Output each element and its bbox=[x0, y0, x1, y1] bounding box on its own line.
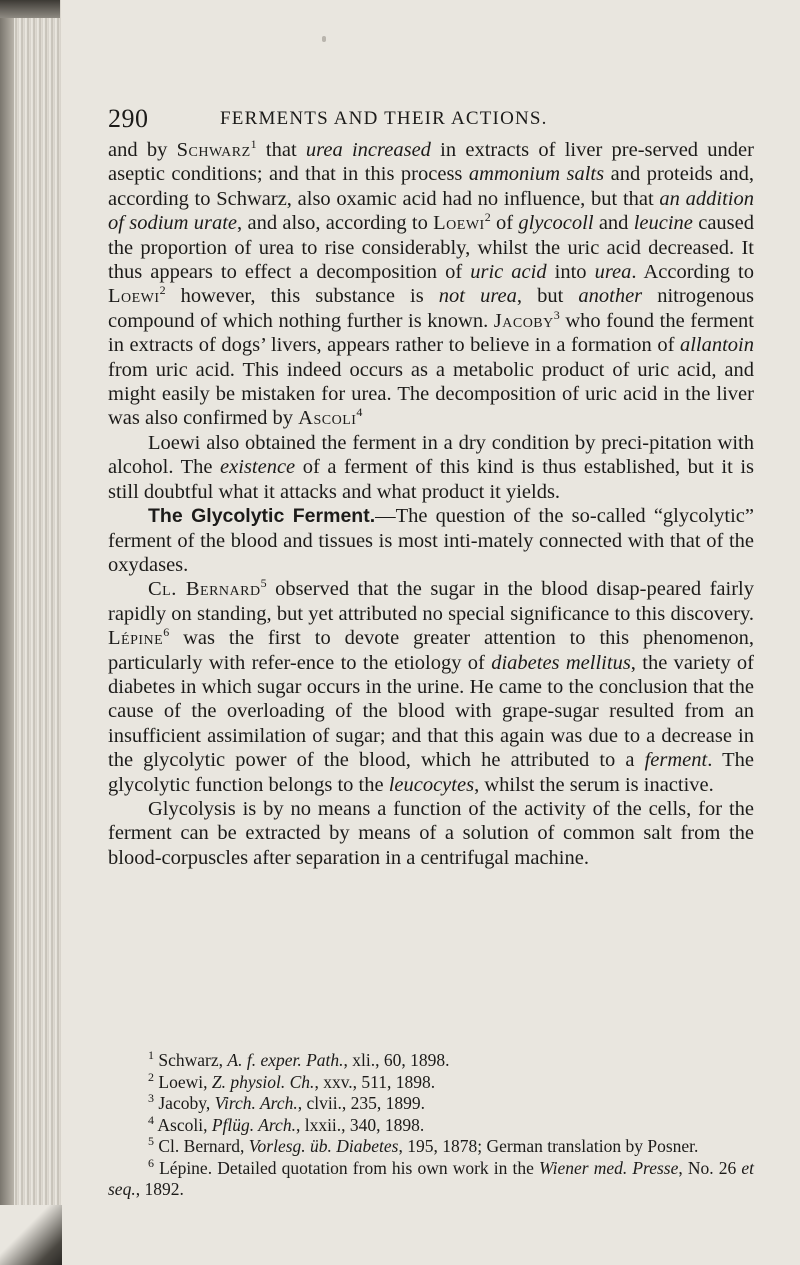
journal-title: Vorlesg. üb. Diabetes bbox=[248, 1136, 399, 1156]
footnote-ref: 1 bbox=[250, 137, 257, 152]
section-heading: The Glycolytic Ferment. bbox=[148, 505, 376, 528]
text-run: of a ferment of this kind is thus established, but it is still doubtful what it attacks and what product it yields. bbox=[108, 456, 754, 503]
text-run: . According to bbox=[631, 261, 754, 284]
text-run: Loewi also obtained the ferment in a dry condition by preci-pitation with alcohol. The bbox=[108, 431, 754, 479]
latin-abbrev: et seq. bbox=[108, 1157, 754, 1199]
scan-corner-top bbox=[0, 0, 60, 18]
text-run: Loewi, bbox=[154, 1071, 212, 1092]
footnote-ref: 5 bbox=[260, 576, 267, 591]
binding-shadow bbox=[0, 0, 14, 1265]
footnote-number: 1 bbox=[148, 1048, 154, 1063]
emphasis: leucocytes bbox=[388, 773, 475, 796]
footnote-number: 5 bbox=[148, 1134, 154, 1149]
text-run: , No. 26 bbox=[678, 1157, 742, 1178]
text-run: , xli., 60, 1898. bbox=[343, 1050, 450, 1070]
text-run: nitrogenous compound of which nothing further is known. bbox=[108, 285, 755, 332]
text-run: that bbox=[256, 139, 306, 161]
text-run: in extracts of liver pre-served under aseptic conditions; and that in this process bbox=[108, 139, 754, 186]
text-run: and bbox=[593, 212, 634, 235]
emphasis: urea increased bbox=[305, 139, 431, 161]
running-title: FERMENTS AND THEIR ACTIONS. bbox=[220, 108, 548, 129]
page-number: 290 bbox=[108, 104, 149, 133]
paragraph-3 bbox=[108, 504, 754, 577]
emphasis: ferment bbox=[644, 749, 708, 772]
author-name: Schwarz bbox=[176, 139, 251, 161]
emphasis: ammonium salts bbox=[468, 163, 605, 186]
text-run: , whilst the serum is inactive. bbox=[474, 773, 714, 796]
paragraph-5 bbox=[108, 797, 754, 870]
page-header bbox=[108, 104, 754, 134]
emphasis: glycocoll bbox=[518, 212, 594, 235]
text-run: was the first to devote greater attention to this phenomenon, particularly with refer-ence to the etiology of bbox=[108, 627, 754, 674]
emphasis: an addition of sodium urate bbox=[108, 187, 754, 235]
footnote-2 bbox=[108, 1069, 754, 1094]
text-run: caused the proportion of urea to rise considerably, whilst the uric acid decreased. It thus appears to effect a decomposition of bbox=[108, 212, 754, 284]
journal-title: Z. physiol. Ch. bbox=[211, 1071, 315, 1092]
footnote-ref: 4 bbox=[356, 405, 363, 420]
text-run: , lxxii., 340, 1898. bbox=[295, 1114, 425, 1135]
journal-title: Pflüg. Arch. bbox=[211, 1114, 296, 1135]
footnote-5 bbox=[108, 1136, 754, 1158]
emphasis: another bbox=[578, 285, 643, 308]
text-run: however, this substance is bbox=[165, 285, 439, 308]
emphasis: allantoin bbox=[679, 334, 754, 357]
text-run: from uric acid. This indeed occurs as a metabolic product of uric acid, and might easily be mistaken for urea. The decomposition of uric acid in the liver was also confirmed by bbox=[108, 358, 754, 430]
text-run: . The glycolytic function belongs to the bbox=[108, 749, 754, 796]
text-run: and by bbox=[108, 139, 177, 161]
footnote-ref: 2 bbox=[484, 210, 491, 225]
emphasis: existence bbox=[220, 456, 296, 479]
emphasis: leucine bbox=[633, 212, 693, 235]
text-run: —The question of the so-called “glycolytic” ferment of the blood and tissues is most inti-mately connected with that of the oxydases. bbox=[108, 505, 755, 576]
text-run bbox=[465, 285, 480, 307]
emphasis: urea bbox=[480, 285, 517, 308]
author-name: Cl. Bernard bbox=[148, 578, 261, 601]
text-run: , xxv., 511, 1898. bbox=[314, 1071, 436, 1092]
text-run: of bbox=[490, 212, 519, 235]
text-run: , and also, according to bbox=[237, 212, 434, 235]
footnote-number: 4 bbox=[148, 1112, 154, 1127]
text-run: , clvii., 235, 1899. bbox=[297, 1093, 426, 1113]
text-run: into bbox=[546, 261, 595, 284]
body-text bbox=[108, 138, 754, 870]
author-name: Loewi bbox=[108, 285, 160, 308]
footnote-ref: 2 bbox=[159, 283, 166, 298]
text-run: Glycolysis is by no means a function of the activity of the cells, for the ferment can be extracted by means of a solution of common salt from the blood-corpuscles after separation in a centrifugal machine. bbox=[108, 797, 754, 869]
text-run: Ascoli, bbox=[154, 1114, 212, 1135]
footnote-4 bbox=[108, 1112, 754, 1137]
footnote-3 bbox=[108, 1093, 754, 1115]
footnote-6 bbox=[108, 1155, 754, 1201]
text-run: Jacoby, bbox=[154, 1093, 215, 1113]
footnote-number: 2 bbox=[148, 1069, 154, 1084]
text-run: , but bbox=[516, 285, 579, 308]
text-run: who found the ferment in extracts of dogs’ livers, appears rather to believe in a formation of bbox=[108, 309, 754, 357]
author-name: Jacoby bbox=[493, 309, 554, 332]
emphasis: diabetes mellitus bbox=[491, 651, 631, 674]
author-name: Lépine bbox=[108, 627, 164, 650]
text-run: Cl. Bernard, bbox=[154, 1136, 249, 1156]
text-run: Lépine. Detailed quotation from his own work in the bbox=[154, 1157, 540, 1178]
emphasis: not bbox=[438, 285, 465, 308]
footnote-ref: 6 bbox=[163, 625, 170, 640]
book-page bbox=[108, 0, 754, 1265]
author-name: Loewi bbox=[433, 212, 485, 235]
author-name: Ascoli bbox=[298, 407, 357, 430]
text-run: and proteids and, according to Schwarz, also oxamic acid had no influence, but that bbox=[108, 163, 754, 210]
footnote-ref: 3 bbox=[553, 308, 560, 323]
journal-title: Virch. Arch. bbox=[214, 1093, 298, 1113]
paragraph-4 bbox=[108, 577, 754, 797]
footnote-number: 3 bbox=[148, 1091, 154, 1106]
emphasis: uric acid bbox=[470, 261, 547, 284]
paragraph-2 bbox=[108, 431, 754, 504]
paragraph-1 bbox=[108, 138, 754, 431]
text-run: , the variety of diabetes in which sugar occurs in the urine. He came to the conclusion that the cause of the overloading of the blood with grape-sugar resulted from an insufficient assimilation of sugar; and that this again was due to a decrease in the glycolytic power of the blood, which he attributed to a bbox=[108, 651, 754, 772]
journal-title: A. f. exper. Path. bbox=[227, 1050, 344, 1070]
footnote-1 bbox=[108, 1050, 754, 1072]
text-run: observed that the sugar in the blood disap-peared fairly rapidly on standing, but yet attributed no special significance to this discovery. bbox=[108, 578, 754, 625]
footnote-number: 6 bbox=[148, 1155, 154, 1170]
emphasis: urea bbox=[594, 261, 632, 284]
scan-corner-bottom bbox=[0, 1205, 62, 1265]
text-run: Schwarz, bbox=[154, 1050, 228, 1070]
text-run: , 195, 1878; German translation by Posner. bbox=[398, 1136, 699, 1156]
footnotes bbox=[108, 1050, 754, 1201]
text-run: , 1892. bbox=[135, 1179, 184, 1199]
journal-title: Wiener med. Presse bbox=[539, 1157, 679, 1178]
